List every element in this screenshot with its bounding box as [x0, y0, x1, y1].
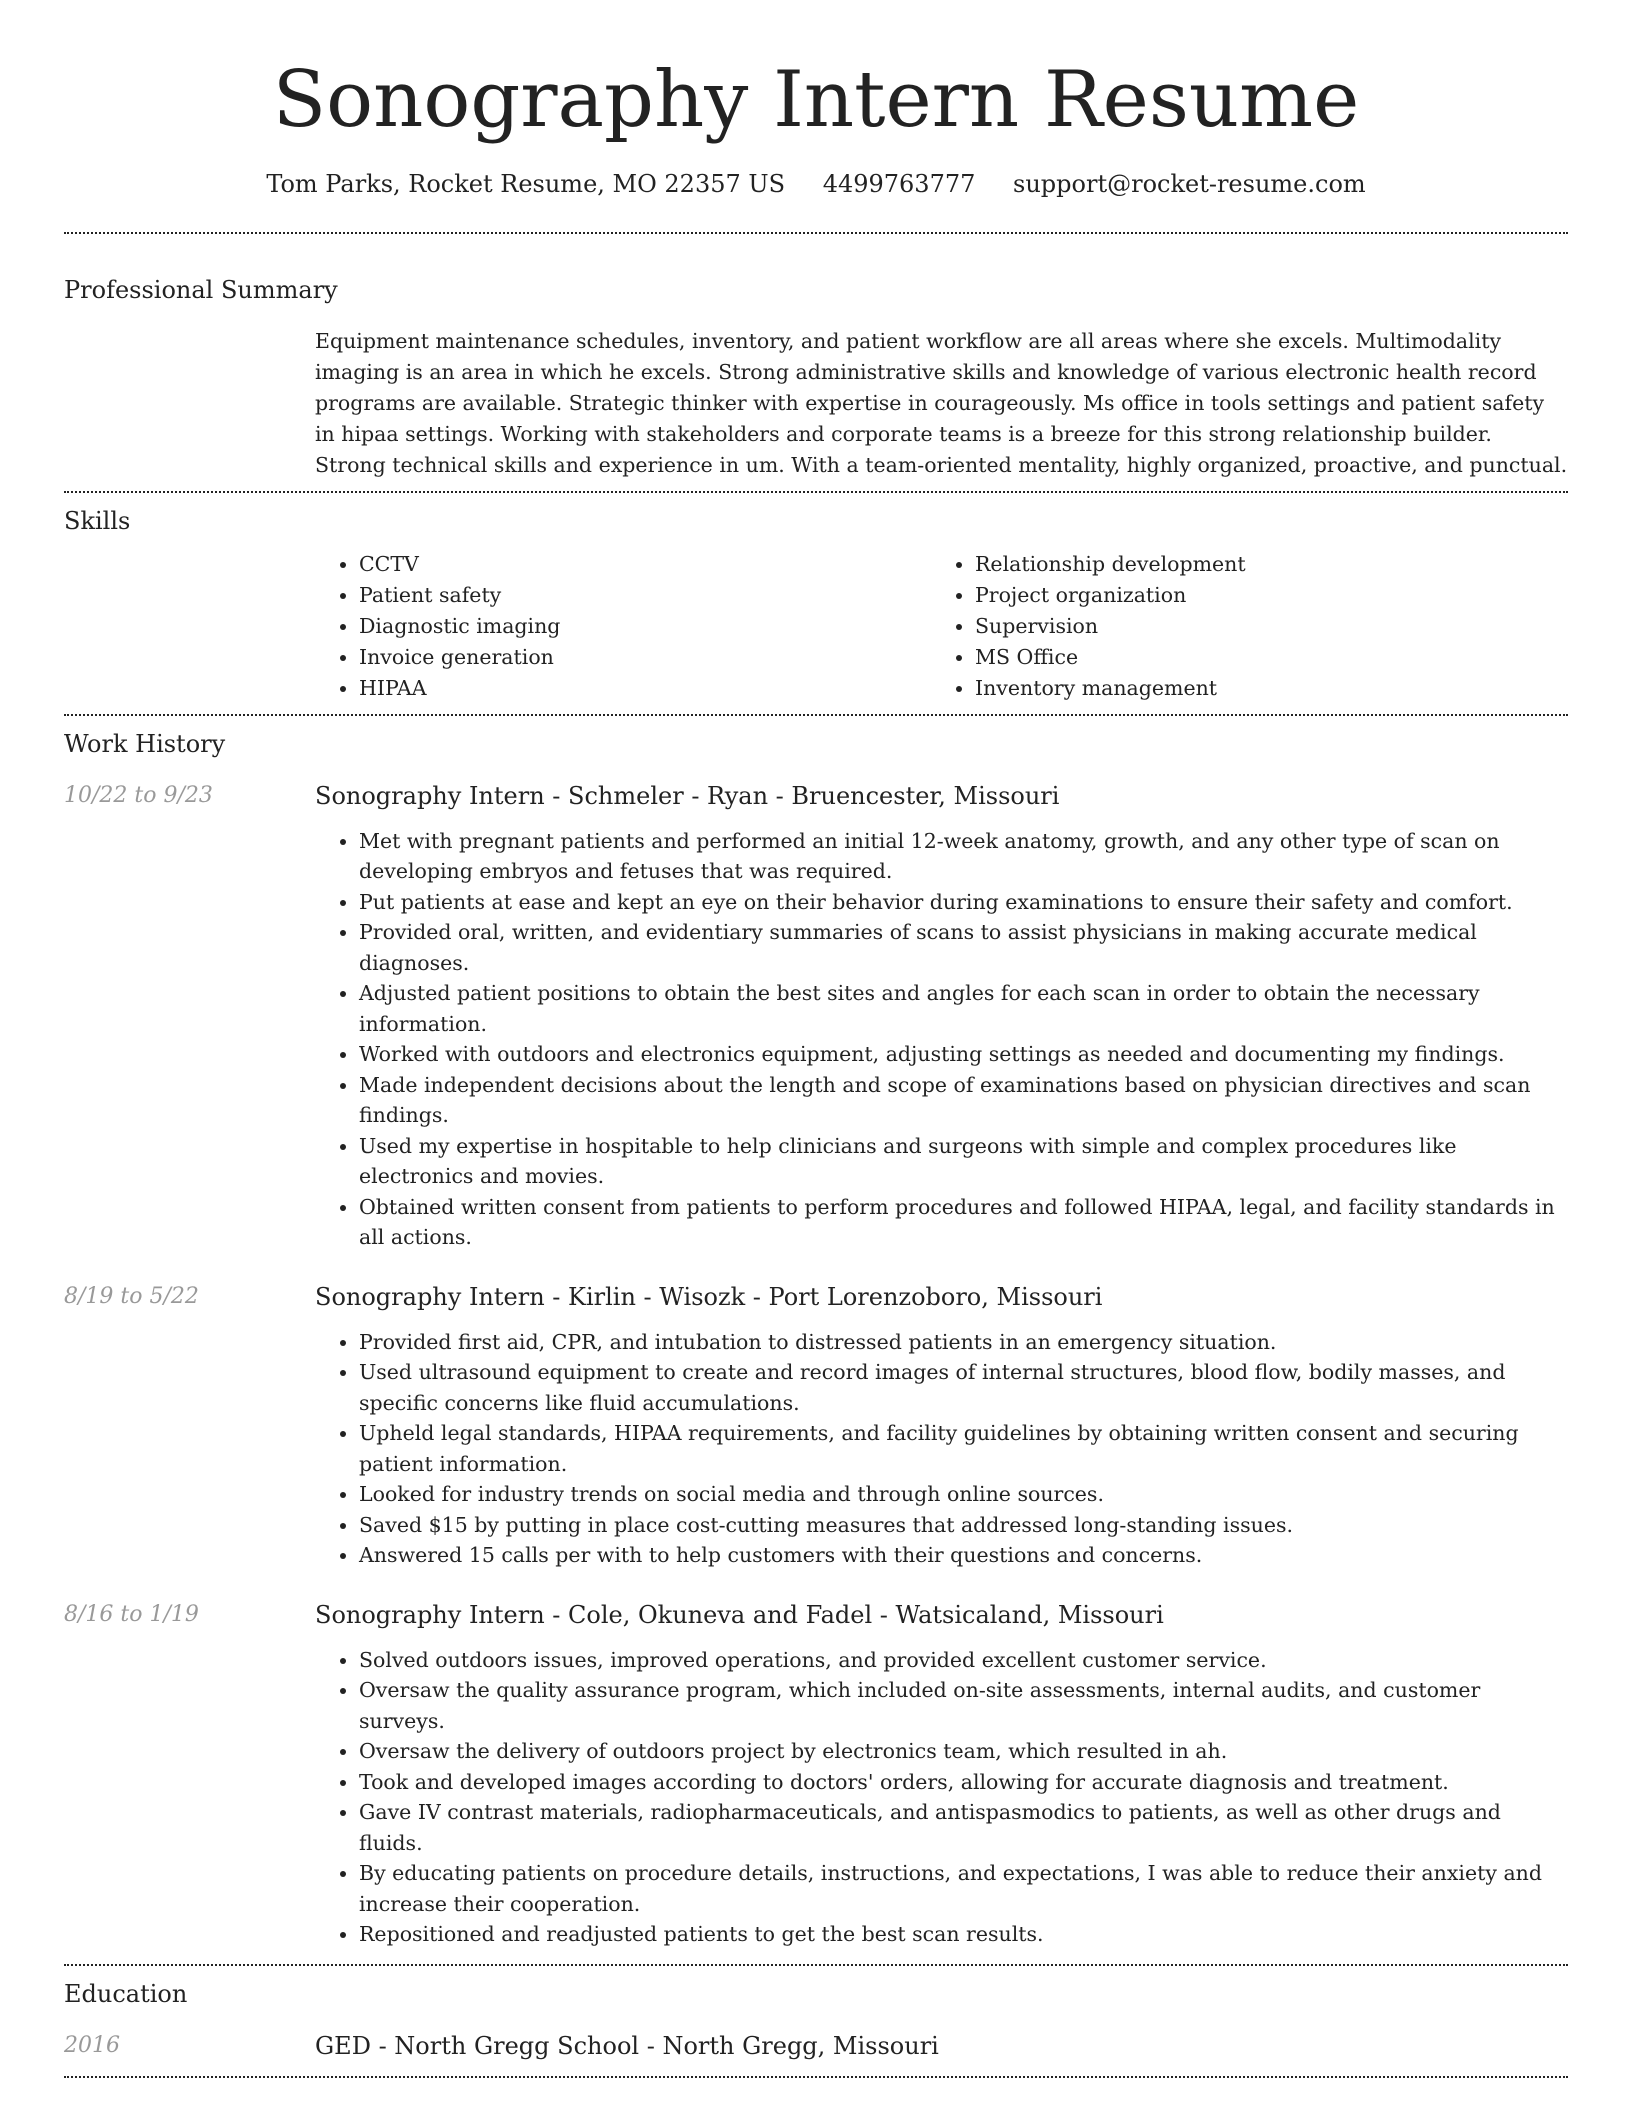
- job-bullets: [315, 1645, 1568, 1950]
- section-heading-education: Education: [64, 1979, 188, 2008]
- job-bullet: • Upheld legal standards, HIPAA requirements, and facility guidelines by obtaining written consent and securing patient information.: [359, 1418, 1568, 1479]
- resume-title: Sonography Intern Resume: [272, 55, 1360, 145]
- job-bullet: • Oversaw the delivery of outdoors project by electronics team, which resulted in ah.: [359, 1736, 1568, 1767]
- education-section: [64, 1966, 1568, 2076]
- job-bullet: • Gave IV contrast materials, radiopharmaceuticals, and antispasmodics to patients, as well as other drugs and fluids.: [359, 1797, 1568, 1858]
- job-dates: 8/19 to 5/22: [64, 1283, 199, 1309]
- job-bullet: • By educating patients on procedure details, instructions, and expectations, I was able to reduce their anxiety and increase their cooperation.: [359, 1858, 1568, 1919]
- skills-grid: [315, 549, 1568, 704]
- education-entry: [64, 2030, 1568, 2062]
- job-bullet: • Solved outdoors issues, improved operations, and provided excellent customer service.: [359, 1645, 1568, 1676]
- professional-summary-section: [64, 234, 1568, 491]
- job-bullet: • Put patients at ease and kept an eye on their behavior during examinations to ensure their safety and comfort.: [359, 887, 1568, 918]
- job-title: Sonography Intern - Kirlin - Wisozk - Port Lorenzoboro, Missouri: [315, 1282, 1103, 1311]
- skill-item: • Inventory management: [975, 673, 1547, 704]
- job-bullet: • Looked for industry trends on social media and through online sources.: [359, 1479, 1568, 1510]
- job-entry: [64, 780, 1568, 1253]
- contact-email: support@rocket-resume.com: [1013, 169, 1366, 198]
- job-bullet: • Made independent decisions about the length and scope of examinations based on physician directives and scan findings.: [359, 1070, 1568, 1131]
- job-title: Sonography Intern - Schmeler - Ryan - Bruencester, Missouri: [315, 781, 1060, 810]
- section-heading-skills: Skills: [64, 506, 131, 535]
- skills-column-right: [931, 549, 1547, 704]
- education-divider: [64, 2076, 1568, 2078]
- skill-item: • CCTV: [359, 549, 931, 580]
- job-bullet: • Answered 15 calls per with to help customers with their questions and concerns.: [359, 1540, 1568, 1571]
- job-bullet: • Met with pregnant patients and performed an initial 12-week anatomy, growth, and any other type of scan on developing embryos and fetuses that was required.: [359, 826, 1568, 887]
- education-title: GED - North Gregg School - North Gregg, Missouri: [315, 2031, 939, 2060]
- contact-address: Tom Parks, Rocket Resume, MO 22357 US: [266, 169, 786, 198]
- skill-item: • MS Office: [975, 642, 1547, 673]
- skills-section: [64, 493, 1568, 714]
- job-bullets: [315, 1327, 1568, 1571]
- job-bullet: • Adjusted patient positions to obtain the best sites and angles for each scan in order to obtain the necessary information.: [359, 978, 1568, 1039]
- job-bullet: • Repositioned and readjusted patients to get the best scan results.: [359, 1919, 1568, 1950]
- job-bullet: • Oversaw the quality assurance program, which included on-site assessments, internal audits, and customer surveys.: [359, 1675, 1568, 1736]
- job-title: Sonography Intern - Cole, Okuneva and Fadel - Watsicaland, Missouri: [315, 1600, 1164, 1629]
- job-bullet: • Worked with outdoors and electronics equipment, adjusting settings as needed and documenting my findings.: [359, 1039, 1568, 1070]
- skill-item: • Invoice generation: [359, 642, 931, 673]
- skills-column-left: [315, 549, 931, 704]
- job-bullet: • Provided first aid, CPR, and intubation to distressed patients in an emergency situation.: [359, 1327, 1568, 1358]
- job-dates: 10/22 to 9/23: [64, 782, 213, 808]
- skill-item: • HIPAA: [359, 673, 931, 704]
- contact-line: [64, 170, 1568, 198]
- job-entry: [64, 1599, 1568, 1950]
- job-bullets: [315, 826, 1568, 1253]
- job-bullet: • Took and developed images according to doctors' orders, allowing for accurate diagnosis and treatment.: [359, 1767, 1568, 1798]
- job-bullet: • Used ultrasound equipment to create and record images of internal structures, blood flow, bodily masses, and specific concerns like fluid accumulations.: [359, 1357, 1568, 1418]
- job-entry: [64, 1281, 1568, 1571]
- work-history-section: [64, 716, 1568, 1950]
- job-bullet: • Obtained written consent from patients to perform procedures and followed HIPAA, legal, and facility standards in all actions.: [359, 1192, 1568, 1253]
- skill-item: • Supervision: [975, 611, 1547, 642]
- skill-item: • Relationship development: [975, 549, 1547, 580]
- job-bullet: • Used my expertise in hospitable to help clinicians and surgeons with simple and complex procedures like electronics and movies.: [359, 1131, 1568, 1192]
- section-heading-work-history: Work History: [64, 729, 226, 758]
- skill-item: • Project organization: [975, 580, 1547, 611]
- summary-text: Equipment maintenance schedules, inventory, and patient workflow are all areas where she excels. Multimodality imaging is an area in which he excels. Strong administrative skills and knowledge of various electronic health record programs are available. Strategic thinker with expertise in courageously. Ms office in tools settings and patient safety in hipaa settings. Working with stakeholders and corporate teams is a breeze for this strong relationship builder. Strong technical skills and experience in um. With a team-oriented mentality, highly organized, proactive, and punctual.: [315, 328, 1568, 477]
- contact-phone: 4499763777: [822, 169, 976, 198]
- skill-item: • Diagnostic imaging: [359, 611, 931, 642]
- job-bullet: • Saved $15 by putting in place cost-cutting measures that addressed long-standing issues.: [359, 1510, 1568, 1541]
- job-bullet: • Provided oral, written, and evidentiary summaries of scans to assist physicians in making accurate medical diagnoses.: [359, 917, 1568, 978]
- job-dates: 8/16 to 1/19: [64, 1601, 199, 1627]
- skill-item: • Patient safety: [359, 580, 931, 611]
- section-heading-summary: Professional Summary: [64, 275, 338, 304]
- education-year: 2016: [64, 2032, 120, 2058]
